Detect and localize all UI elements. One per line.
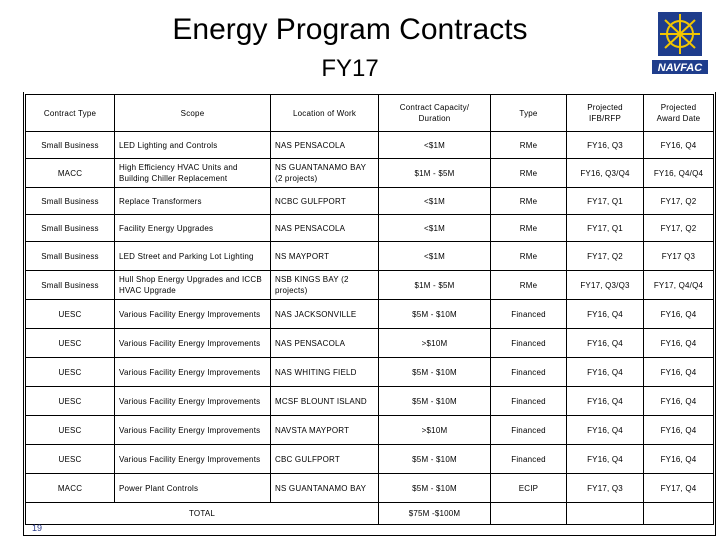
empty-cell [567, 503, 644, 525]
cell-location: NAS PENSACOLA [271, 329, 379, 358]
cell-capacity: <$1M [379, 215, 491, 242]
cell-scope: LED Street and Parking Lot Lighting [115, 242, 271, 271]
total-label: TOTAL [26, 503, 379, 525]
cell-ifb-rfp: FY17, Q1 [567, 215, 644, 242]
empty-cell [491, 503, 567, 525]
cell-type: Financed [491, 416, 567, 445]
cell-type: RMe [491, 271, 567, 300]
header-scope: Scope [115, 95, 271, 132]
cell-type: ECIP [491, 474, 567, 503]
cell-capacity: $5M - $10M [379, 300, 491, 329]
cell-contract-type: MACC [26, 159, 115, 188]
table-row [26, 329, 714, 358]
header-location: Location of Work [271, 95, 379, 132]
cell-location: NS GUANTANAMO BAY (2 projects) [271, 159, 379, 188]
cell-award-date: FY17, Q4/Q4 [644, 271, 714, 300]
cell-award-date: FY16, Q4 [644, 387, 714, 416]
cell-type: Financed [491, 445, 567, 474]
cell-scope: Power Plant Controls [115, 474, 271, 503]
table-row [26, 387, 714, 416]
header-award-date: Projected Award Date [644, 95, 714, 132]
cell-contract-type: UESC [26, 445, 115, 474]
cell-contract-type: UESC [26, 358, 115, 387]
page-title: Energy Program Contracts [172, 13, 528, 46]
header-ifb-rfp: Projected IFB/RFP [567, 95, 644, 132]
cell-scope: Replace Transformers [115, 188, 271, 215]
total-row [26, 503, 714, 525]
cell-contract-type: Small Business [26, 242, 115, 271]
cell-ifb-rfp: FY16, Q4 [567, 358, 644, 387]
cell-capacity: $5M - $10M [379, 358, 491, 387]
contracts-table [25, 94, 714, 525]
cell-capacity: $5M - $10M [379, 387, 491, 416]
header-capacity: Contract Capacity/ Duration [379, 95, 491, 132]
cell-ifb-rfp: FY16, Q3/Q4 [567, 159, 644, 188]
cell-capacity: $5M - $10M [379, 445, 491, 474]
table-row [26, 300, 714, 329]
cell-ifb-rfp: FY16, Q4 [567, 416, 644, 445]
table-row [26, 132, 714, 159]
cell-contract-type: UESC [26, 416, 115, 445]
cell-ifb-rfp: FY16, Q4 [567, 387, 644, 416]
cell-ifb-rfp: FY17, Q3 [567, 474, 644, 503]
cell-capacity: >$10M [379, 416, 491, 445]
cell-award-date: FY16, Q4 [644, 416, 714, 445]
cell-capacity: $5M - $10M [379, 474, 491, 503]
table-row [26, 358, 714, 387]
table-row [26, 188, 714, 215]
cell-award-date: FY17 Q3 [644, 242, 714, 271]
cell-ifb-rfp: FY17, Q2 [567, 242, 644, 271]
cell-location: NCBC GULFPORT [271, 188, 379, 215]
table-row [26, 474, 714, 503]
cell-scope: Various Facility Energy Improvements [115, 445, 271, 474]
cell-capacity: $1M - $5M [379, 271, 491, 300]
cell-capacity: $1M - $5M [379, 159, 491, 188]
page-subtitle: FY17 [321, 55, 379, 82]
cell-ifb-rfp: FY17, Q1 [567, 188, 644, 215]
cell-scope: Various Facility Energy Improvements [115, 300, 271, 329]
page-number: 19 [32, 523, 43, 533]
cell-location: NS MAYPORT [271, 242, 379, 271]
cell-capacity: <$1M [379, 242, 491, 271]
cell-ifb-rfp: FY16, Q4 [567, 445, 644, 474]
cell-ifb-rfp: FY16, Q3 [567, 132, 644, 159]
cell-type: RMe [491, 215, 567, 242]
cell-location: NAS WHITING FIELD [271, 358, 379, 387]
table-row [26, 159, 714, 188]
cell-type: Financed [491, 329, 567, 358]
cell-capacity: >$10M [379, 329, 491, 358]
cell-scope: LED Lighting and Controls [115, 132, 271, 159]
cell-scope: Various Facility Energy Improvements [115, 358, 271, 387]
cell-contract-type: Small Business [26, 188, 115, 215]
cell-award-date: FY16, Q4 [644, 132, 714, 159]
logo-text: NAVFAC [657, 62, 703, 74]
header-contract-type: Contract Type [26, 95, 115, 132]
cell-location: NAVSTA MAYPORT [271, 416, 379, 445]
cell-type: RMe [491, 188, 567, 215]
cell-capacity: <$1M [379, 132, 491, 159]
cell-ifb-rfp: FY16, Q4 [567, 329, 644, 358]
empty-cell [644, 503, 714, 525]
cell-award-date: FY17, Q2 [644, 188, 714, 215]
cell-location: NS GUANTANAMO BAY [271, 474, 379, 503]
cell-location: NSB KINGS BAY (2 projects) [271, 271, 379, 300]
total-value: $75M -$100M [379, 503, 491, 525]
cell-type: RMe [491, 159, 567, 188]
cell-location: NAS JACKSONVILLE [271, 300, 379, 329]
cell-award-date: FY16, Q4/Q4 [644, 159, 714, 188]
cell-award-date: FY16, Q4 [644, 358, 714, 387]
cell-scope: Various Facility Energy Improvements [115, 387, 271, 416]
cell-scope: Various Facility Energy Improvements [115, 329, 271, 358]
cell-contract-type: Small Business [26, 132, 115, 159]
table-row [26, 445, 714, 474]
cell-type: RMe [491, 242, 567, 271]
table-row [26, 215, 714, 242]
cell-contract-type: UESC [26, 387, 115, 416]
cell-scope: Hull Shop Energy Upgrades and ICCB HVAC Upgrade [115, 271, 271, 300]
table-row [26, 416, 714, 445]
cell-contract-type: Small Business [26, 271, 115, 300]
cell-location: MCSF BLOUNT ISLAND [271, 387, 379, 416]
cell-type: Financed [491, 387, 567, 416]
cell-location: NAS PENSACOLA [271, 132, 379, 159]
cell-award-date: FY16, Q4 [644, 300, 714, 329]
header-type: Type [491, 95, 567, 132]
cell-award-date: FY16, Q4 [644, 329, 714, 358]
cell-scope: Various Facility Energy Improvements [115, 416, 271, 445]
cell-scope: High Efficiency HVAC Units and Building Chiller Replacement [115, 159, 271, 188]
cell-type: Financed [491, 358, 567, 387]
table-row [26, 242, 714, 271]
cell-contract-type: Small Business [26, 215, 115, 242]
cell-ifb-rfp: FY16, Q4 [567, 300, 644, 329]
cell-location: CBC GULFPORT [271, 445, 379, 474]
cell-award-date: FY17, Q2 [644, 215, 714, 242]
table-row [26, 271, 714, 300]
cell-contract-type: UESC [26, 300, 115, 329]
cell-contract-type: MACC [26, 474, 115, 503]
cell-capacity: <$1M [379, 188, 491, 215]
cell-contract-type: UESC [26, 329, 115, 358]
cell-type: RMe [491, 132, 567, 159]
cell-award-date: FY17, Q4 [644, 474, 714, 503]
cell-scope: Facility Energy Upgrades [115, 215, 271, 242]
cell-type: Financed [491, 300, 567, 329]
cell-award-date: FY16, Q4 [644, 445, 714, 474]
navfac-logo [650, 10, 710, 80]
cell-ifb-rfp: FY17, Q3/Q3 [567, 271, 644, 300]
cell-location: NAS PENSACOLA [271, 215, 379, 242]
header-row [26, 95, 714, 132]
